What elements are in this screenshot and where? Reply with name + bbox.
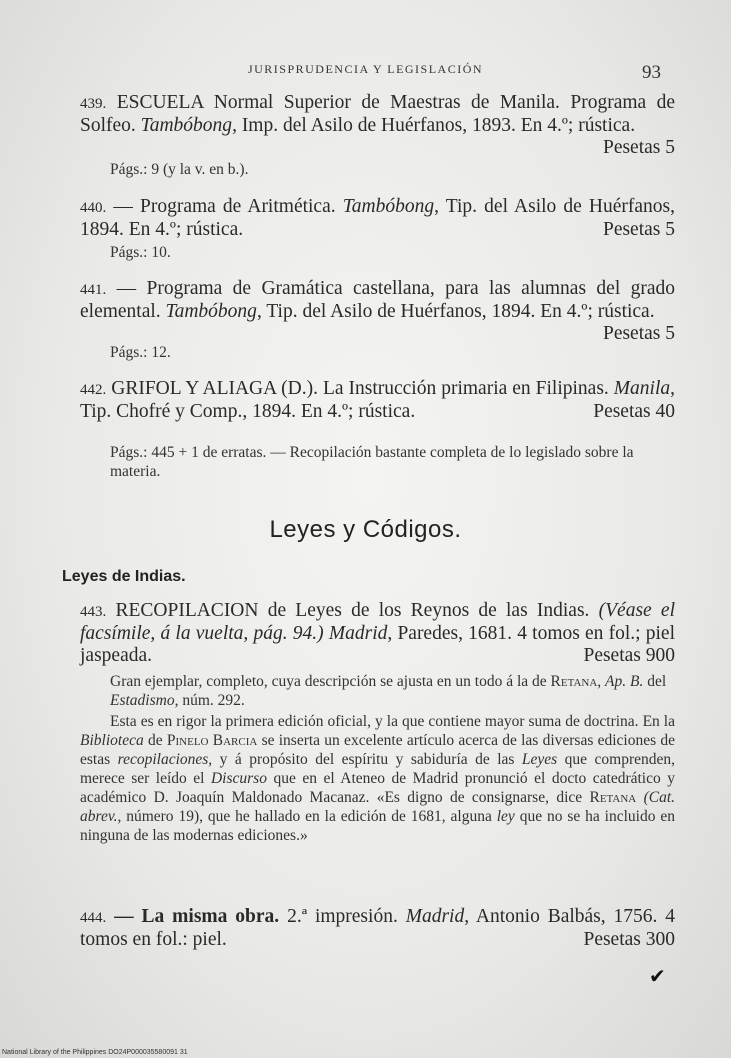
note-title: Biblioteca: [80, 732, 144, 749]
note-text: Gran ejemplar, completo, cuya descripción se ajusta en un todo á la de: [110, 673, 547, 690]
entry-text: RECOPILACION de Leyes de los Reynos de las Indias.: [115, 600, 590, 621]
entry-number: 444.: [80, 910, 107, 926]
note-text: Esta es en rigor la primera edición oficial, y la que contiene mayor suma de doctrina. En la: [110, 713, 675, 730]
entry-text: — Programa de Aritmética.: [113, 196, 336, 217]
note-text: de: [147, 732, 163, 749]
ink-mark-icon: ✔: [649, 966, 666, 988]
note-title: recopilaciones: [117, 751, 209, 768]
entry-443: [80, 600, 675, 667]
note-text: , número 19), que he hallado en la edición de 1681, alguna: [117, 808, 492, 825]
note-title: Discurso: [210, 770, 267, 787]
entry-note: Págs.: 10.: [110, 244, 171, 261]
entry-note: Págs.: 445 + 1 de erratas. — Recopilación bastante completa de lo legislado sobre la materia.: [110, 444, 634, 480]
note-title: ley: [496, 808, 515, 825]
note-author: Pinelo Barcia: [166, 732, 258, 749]
entry-text: GRIFOL Y ALIAGA (D.). La Instrucción primaria en Filipinas.: [111, 378, 609, 399]
note-text: ,: [597, 673, 602, 690]
section-title: Leyes y Códigos.: [269, 516, 462, 543]
entry-place: Tambóbong: [140, 115, 233, 136]
entry-note: [110, 672, 675, 710]
entry-note-long: [80, 712, 675, 845]
entry-rest: , Paredes, 1681. 4 tomos en fol.; piel jaspeada.: [80, 623, 676, 666]
note-text: , núm. 292.: [174, 692, 245, 709]
entry-place: Tambóbong: [165, 301, 257, 322]
entry-bold: — La misma obra.: [114, 906, 280, 927]
note-author: Retana: [589, 789, 637, 806]
note-title: Estadismo: [110, 692, 175, 709]
entry-text: 2.ª impresión.: [287, 906, 398, 927]
entry-text: — Programa de Gramática castellana, para las alumnas del grado elemental.: [80, 278, 676, 322]
entry-place: Madrid: [328, 623, 388, 644]
entry-text: ESCUELA Normal Superior de Maestras de Manila. Programa de Solfeo.: [80, 92, 675, 136]
entry-note: Págs.: 12.: [110, 344, 171, 361]
entry-rest: , Antonio Balbás, 1756. 4 tomos en fol.: piel.: [80, 906, 676, 950]
note-author: Retana: [550, 673, 598, 690]
entry-place: Madrid: [405, 906, 465, 927]
entry-439: [80, 92, 675, 159]
entry-441: [80, 278, 675, 345]
running-head: JURISPRUDENCIA Y LEGISLACIÓN: [247, 62, 484, 76]
scan-credit: National Library of the Philippines DO24P000035580091 31: [2, 1049, 188, 1056]
entry-ref: (Véase el facsímile, á la vuelta, pág. 94.): [80, 600, 675, 644]
note-text: , y á propósito del espíritu y sabiduría de las: [208, 751, 515, 768]
entry-440: [80, 196, 675, 241]
entry-price: Pesetas 900: [583, 645, 675, 666]
note-text: que comprenden, merece ser leído el: [80, 751, 675, 787]
note-title: Leyes: [521, 751, 558, 768]
entry-rest: , Tip. del Asilo de Huérfanos, 1894. En 4.º; rústica.: [80, 196, 676, 240]
note-text: se inserta un excelente artículo acerca de las diversas ediciones de estas: [80, 732, 676, 768]
note-ref: (Cat. abrev.: [80, 789, 676, 825]
entry-rest: , Imp. del Asilo de Huérfanos, 1893. En 4.º; rústica.: [232, 115, 636, 136]
note-text: que no se ha incluido en ninguna de las modernas ediciones.»: [80, 808, 675, 844]
entry-number: 439.: [80, 96, 107, 112]
entry-number: 441.: [80, 282, 107, 298]
note-text: del: [647, 673, 667, 690]
entry-price: Pesetas 5: [602, 137, 675, 158]
entry-price: Pesetas 5: [602, 219, 675, 240]
entry-price: Pesetas 300: [583, 929, 675, 950]
entry-place: Manila: [613, 378, 671, 399]
note-text: que en el Ateneo de Madrid pronunció el docto catedrático y académico D. Joaquín Maldonado Macanaz. «Es digno de consignarse, dice: [80, 770, 675, 806]
subheading: Leyes de Indias.: [62, 568, 186, 585]
entry-number: 443.: [80, 604, 107, 620]
entry-number: 440.: [80, 200, 107, 216]
entry-number: 442.: [80, 382, 107, 398]
entry-442: [80, 378, 675, 423]
entry-price: Pesetas 40: [593, 401, 675, 422]
entry-rest: , Tip. del Asilo de Huérfanos, 1894. En 4.º; rústica.: [256, 301, 655, 322]
entry-place: Tambóbong: [342, 196, 435, 217]
entry-note: Págs.: 9 (y la v. en b.).: [110, 161, 249, 178]
entry-price: Pesetas 5: [602, 323, 675, 344]
note-ref: Ap. B.: [605, 673, 644, 690]
entry-444: [80, 906, 675, 951]
entry-rest: , Tip. Chofré y Comp., 1894. En 4.º; rústica.: [80, 378, 676, 422]
page-number: 93: [642, 62, 661, 83]
